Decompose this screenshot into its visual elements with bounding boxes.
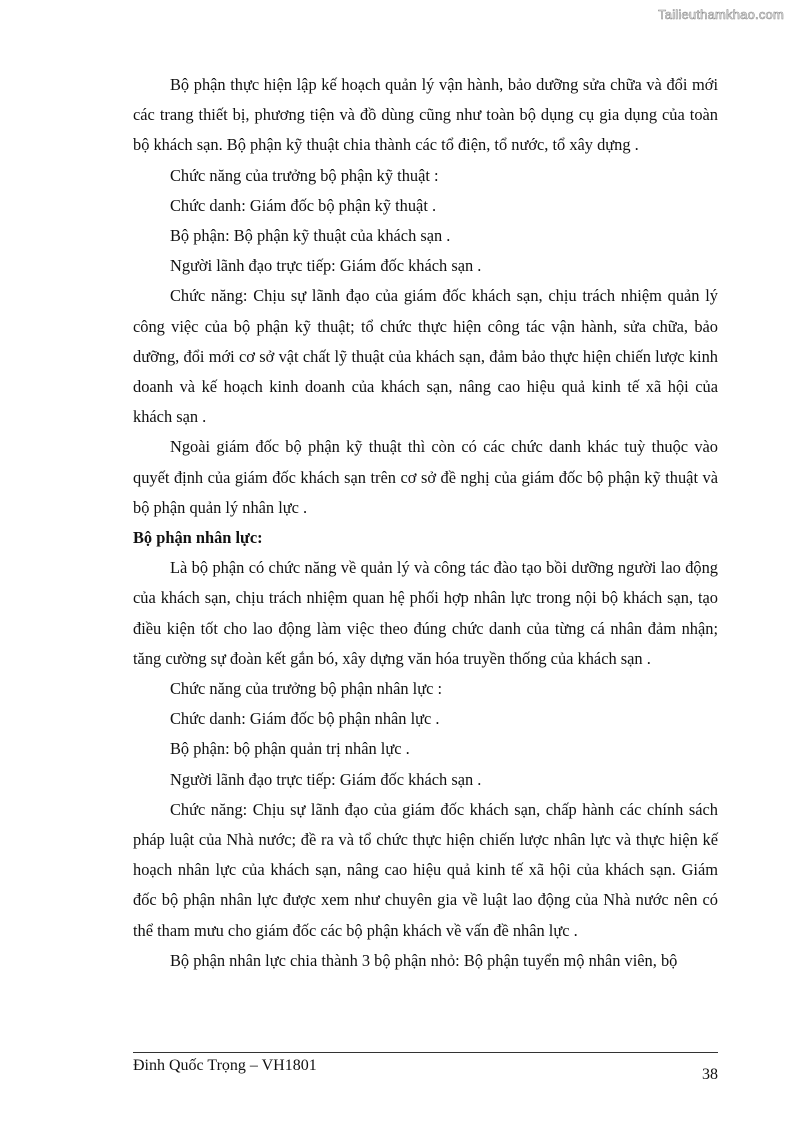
paragraph-hr-duties: Chức năng: Chịu sự lãnh đạo của giám đốc khách sạn, chấp hành các chính sách pháp luật của Nhà nước; đề ra và tổ chức thực hiện chiến lược nhân lực và thực hiện kế hoạch nhân lực của khách sạn, nâng cao hiệu quả kinh tế xã hội của khách sạn. Giám đốc bộ phận nhân lực được xem như chuyên gia về luật lao động của Nhà nước nên có thể tham mưu cho giám đốc các bộ phận khách về vấn đề nhân lực . [133, 799, 718, 940]
paragraph-technical-head-function: Chức năng của trưởng bộ phận kỹ thuật : [170, 165, 439, 185]
document-body [133, 70, 718, 976]
footer-divider [133, 1052, 718, 1053]
paragraph-technical-direct-leader: Người lãnh đạo trực tiếp: Giám đốc khách sạn . [170, 256, 482, 276]
paragraph-technical-title: Chức danh: Giám đốc bộ phận kỹ thuật . [170, 195, 437, 215]
paragraph-technical-duties: Chức năng: Chịu sự lãnh đạo của giám đốc khách sạn, chịu trách nhiệm quản lý công việc của bộ phận kỹ thuật; tổ chức thực hiện công tác vận hành, sửa chữa, bảo dưỡng, đổi mới cơ sở vật chất lỹ thuật của khách sạn, đảm bảo thực hiện chiến lược kinh doanh và kế hoạch kinh doanh của khách sạn, nâng cao hiệu quả kinh tế xã hội của khách sạn . [133, 286, 718, 427]
paragraph-hr-direct-leader: Người lãnh đạo trực tiếp: Giám đốc khách sạn . [170, 769, 482, 789]
footer-author: Đinh Quốc Trọng – VH1801 [133, 1057, 317, 1074]
paragraph-hr-head-function: Chức năng của trưởng bộ phận nhân lực : [170, 679, 443, 699]
section-heading-hr: Bộ phận nhân lực: [133, 528, 263, 548]
watermark-text: Tailieuthamkhao.com [658, 7, 784, 22]
paragraph-hr-department: Bộ phận: bộ phận quản trị nhân lực . [170, 739, 410, 759]
paragraph-hr-intro: Là bộ phận có chức năng về quản lý và công tác đào tạo bồi dưỡng người lao động của khách sạn, chịu trách nhiệm quan hệ phối hợp nhân lực trong nội bộ khách sạn, tạo điều kiện tốt cho lao động làm việc theo đúng chức danh của từng cá nhân đảm nhận; tăng cường sự đoàn kết gắn bó, xây dựng văn hóa truyền thống của khách sạn . [133, 558, 718, 668]
paragraph-hr-title: Chức danh: Giám đốc bộ phận nhân lực . [170, 709, 440, 729]
page-number: 38 [702, 1066, 718, 1083]
paragraph-technical-intro: Bộ phận thực hiện lập kế hoạch quản lý vận hành, bảo dưỡng sửa chữa và đổi mới các trang thiết bị, phương tiện và đồ dùng cũng như toàn bộ dụng cụ gia dụng của toàn bộ khách sạn. Bộ phận kỹ thuật chia thành các tổ điện, tổ nước, tổ xây dựng . [133, 75, 718, 155]
paragraph-technical-department: Bộ phận: Bộ phận kỹ thuật của khách sạn . [170, 226, 451, 246]
paragraph-technical-other-titles: Ngoài giám đốc bộ phận kỹ thuật thì còn có các chức danh khác tuỳ thuộc vào quyết định của giám đốc khách sạn trên cơ sở đề nghị của giám đốc bộ phận kỹ thuật và bộ phận quản lý nhân lực . [133, 437, 718, 517]
paragraph-hr-subdivisions: Bộ phận nhân lực chia thành 3 bộ phận nhỏ: Bộ phận tuyển mộ nhân viên, bộ [170, 950, 678, 970]
